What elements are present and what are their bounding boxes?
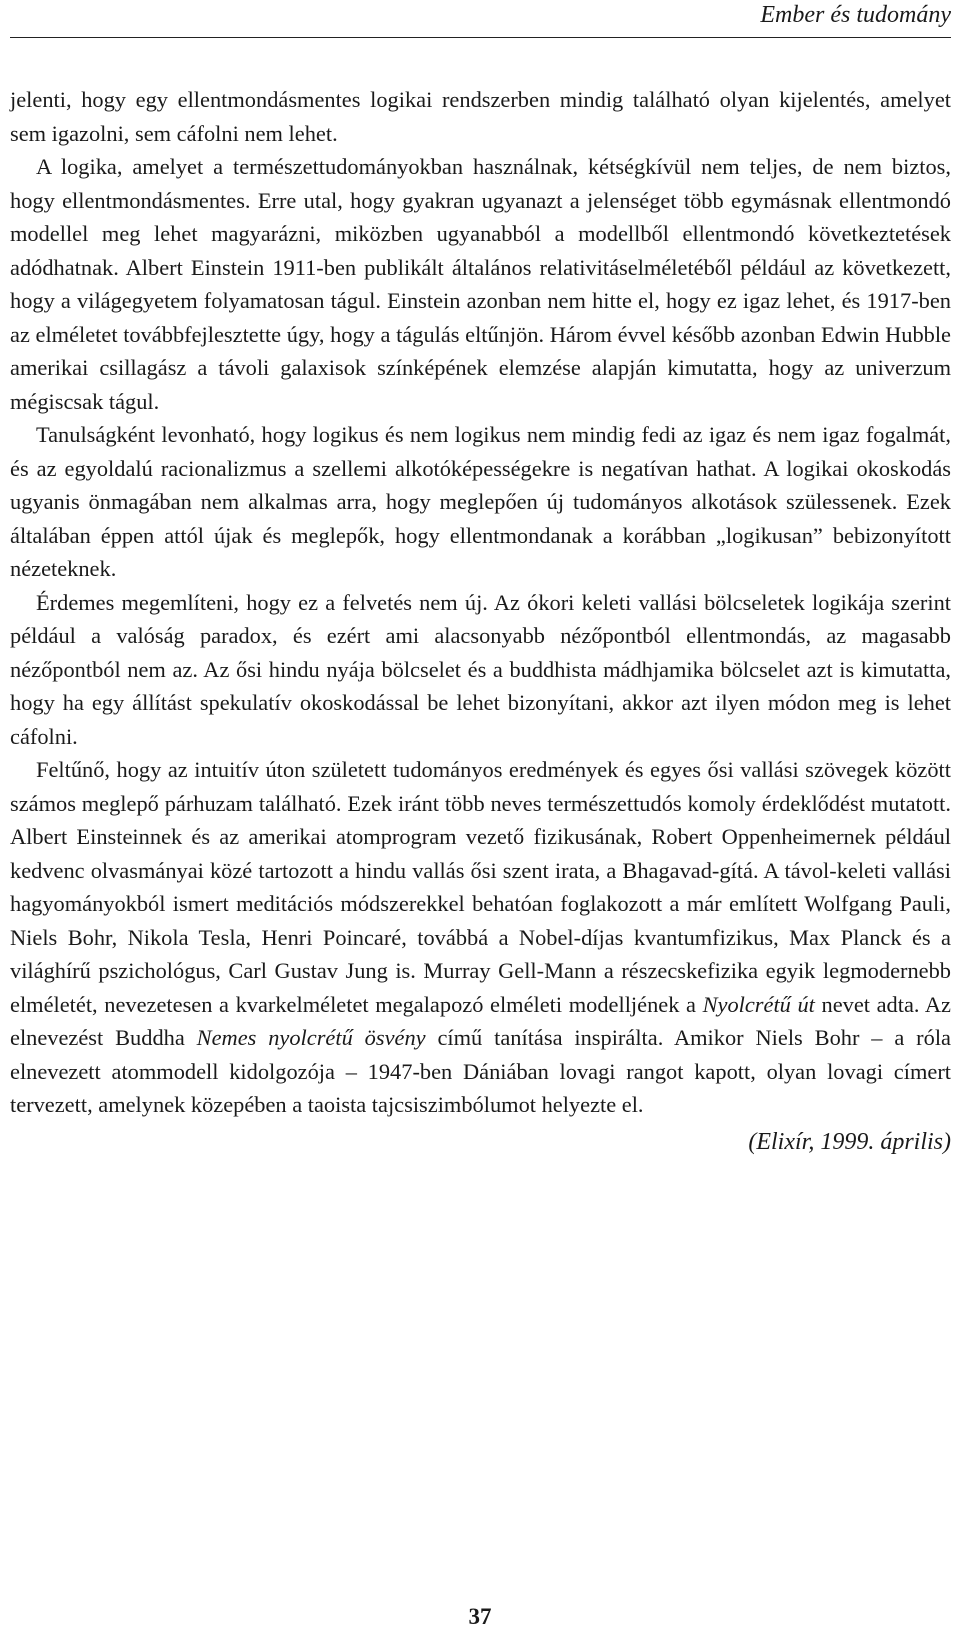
- paragraph-text: Tanulságként levonható, hogy logikus és nem logikus nem mindig fedi az igaz és nem igaz fogalmát, és az egyoldalú racionalizmus a szellemi alkotóképességekre is negatívan hathat. A logikai okoskodás ugyanis önmagában nem alkalmas arra, hogy meglepően új tudományos alkotások szülessenek. Ezek általában éppen attól újak és meglepők, hogy ellentmondanak a korábban „logikusan” bebizonyított nézeteknek.: [10, 422, 951, 581]
- source-citation: [10, 1126, 951, 1160]
- running-header: [10, 0, 951, 38]
- paragraph-4: [10, 586, 951, 754]
- page-number: [0, 1604, 960, 1630]
- paragraph-1: [10, 83, 951, 150]
- italic-title-nemes-osveny: Nemes nyolcrétű ösvény: [196, 1025, 426, 1050]
- running-title: Ember és tudomány: [760, 2, 951, 28]
- italic-title-nyolcretu-ut: Nyolcrétű út: [702, 991, 815, 1017]
- paragraph-text: Érdemes megemlíteni, hogy ez a felvetés nem új. Az ókori keleti vallási bölcseletek logikája szerint például a valóság paradox, és ezért ami alacsonyabb nézőpontból ellentmondás, az magasabb nézőpontból nem az. Az ősi hindu nyája bölcselet és a buddhista mádhjamika bölcselet azt is kimutatta, hogy ha egy állítást spekulatív okoskodással be lehet bizonyítani, akkor azt ilyen módon meg is lehet cáfolni.: [10, 589, 951, 749]
- paragraph-2: [10, 150, 951, 418]
- source-text: (Elixír, 1999. április): [748, 1128, 951, 1155]
- paragraph-3: [10, 418, 951, 586]
- paragraph-text: jelenti, hogy egy ellentmondásmentes logikai rendszerben mindig található olyan kijelentés, amelyet sem igazolni, sem cáfolni nem lehet.: [10, 87, 951, 146]
- page-number-text: 37: [468, 1604, 492, 1629]
- paragraph-5: [10, 753, 951, 1122]
- paragraph-text: A logika, amelyet a természettudományokban használnak, kétségkívül nem teljes, de nem biztos, hogy ellentmondásmentes. Erre utal, hogy gyakran ugyanazt a jelenséget több egymásnak ellentmondó modellel meg lehet magyarázni, miközben ugyanabból a modellből ellentmondó következtetések adódhatnak. Albert Einstein 1911-ben publikált általános relativitáselméletéből például az következett, hogy a világegyetem folyamatosan tágul. Einstein azonban nem hitte el, hogy ez igaz lehet, és 1917-ben az elméletet továbbfejlesztette úgy, hogy a tágulás eltűnjön. Három évvel később azonban Edwin Hubble amerikai csillagász a távoli galaxisok színképének elemzése alapján kimutatta, hogy az univerzum mégiscsak tágul.: [10, 154, 951, 414]
- paragraph-text: című tanítása inspirálta. Amikor Niels Bohr – a róla elnevezett atommodell kidolgozója – 1947-ben Dániában lovagi rangot kapott, olyan lovagi címert tervezett, amelynek közepében a taoista tajcsiszimbólumot helyezte el.: [10, 1025, 951, 1117]
- paragraph-text: Feltűnő, hogy az intuitív úton született tudományos eredmények és egyes ősi vallási szövegek között számos meglepő párhuzam található. Ezek iránt több neves természettudós komoly érdeklődést mutatott. Albert Einsteinnek és az amerikai atomprogram vezető fizikusának, Robert Oppenheimernek például kedvenc olvasmányai közé tartozott a hindu vallás ősi szent irata, a Bhagavad-gítá. A távol-keleti vallási hagyományokból ismert meditációs módszerekkel behatóan foglakozott a már említett Wolfgang Pauli, Niels Bohr, Nikola Tesla, Henri Poincaré, továbbá a Nobel-díjas kvantumfizikus, Max Planck és a világhírű pszichológus, Carl Gustav Jung is. Murray Gell-Mann a részecskefizika egyik legmodernebb elméletét, nevezetesen a kvarkelméletet megalapozó elméleti modelljének a: [10, 757, 951, 1017]
- paragraph-text: nevet adta. Az elnevezést Buddha: [10, 991, 951, 1050]
- article-body: [10, 83, 951, 1159]
